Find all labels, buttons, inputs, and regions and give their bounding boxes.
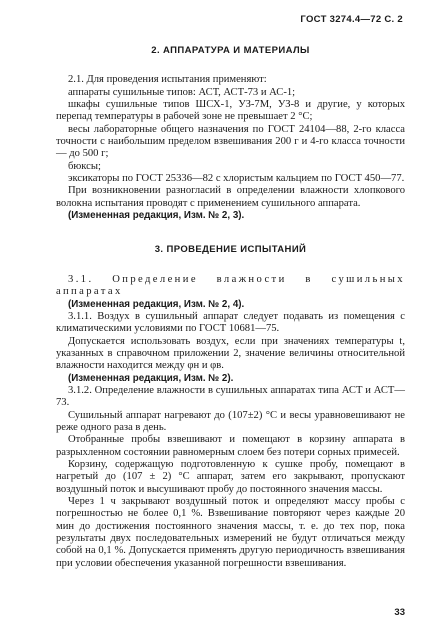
section-2-title: 2. АППАРАТУРА И МАТЕРИАЛЫ: [151, 45, 310, 56]
paragraph-samples: Отобранные пробы взвешивают и помещают в корзину аппарата в разрыхленном состоянии равномерным слоем без потери сорных примесей.: [56, 434, 405, 458]
paragraph-3-1: 3.1. Определение влажности в сушильных аппаратах: [56, 273, 405, 298]
paragraph-scales: весы лабораторные общего назначения по ГОСТ 24104—88, 2-го класса точности с наибольшим пределом взвешивания 200 г и 4-го класса точности — до 500 г;: [56, 123, 405, 160]
section-3-title: 3. ПРОВЕДЕНИЕ ИСПЫТАНИЙ: [154, 244, 307, 256]
paragraph-weighing-repeat: Через 1 ч закрывают воздушный поток и определяют массу пробы с погрешностью не более 0,1 %. Взвешивание повторяют через каждые 20 мин до достижения постоянного значения массы, т. е. до тех пор, пока результаты двух последовательных измерений не будут отличаться между собой на 0,1 %. Допускается применять другую периодичность взвешивания при условии обеспечения указанной погрешности взвешивания.: [56, 496, 405, 569]
paragraph-desiccators: эксикаторы по ГОСТ 25336—82 с хлористым кальцием по ГОСТ 450—77.: [68, 173, 405, 185]
paragraph-disagreements: При возникновении разногласий в определении влажности хлопкового волокна испытания проводят с применением сушильного аппарата.: [56, 185, 405, 209]
page-header: ГОСТ 3274.4—72 С. 2: [300, 14, 403, 25]
paragraph-heating: Сушильный аппарат нагревают до (107±2) °С и весы уравновешивают не реже одного раза в день.: [56, 409, 405, 433]
paragraph-basket: Корзину, содержащую подготовленную к сушке пробу, помещают в нагретый до (107 ± 2) °С аппарат, затем его закрывают, пропускают воздушный поток и высушивают пробу до постоянного значения массы.: [56, 458, 405, 495]
amendment-note: (Измененная редакция, Изм. № 2, 3).: [68, 210, 245, 222]
paragraph-weighing-bottles: бюксы;: [68, 160, 101, 172]
paragraph-3-1-2: 3.1.2. Определение влажности в сушильных аппаратах типа АСТ и АСТ—73.: [56, 384, 405, 409]
amendment-note: (Измененная редакция, Изм. № 2, 4).: [68, 298, 245, 310]
page-number: 33: [394, 607, 405, 618]
amendment-note: (Измененная редакция, Изм. № 2).: [68, 372, 234, 384]
paragraph-cabinets: шкафы сушильные типов ШСХ-1, УЗ-7М, УЗ-8 и другие, у которых перепад температуры в рабочей зоне не превышает 2 °С;: [56, 99, 405, 123]
paragraph-3-1-1: 3.1.1. Воздух в сушильный аппарат следует подавать из помещения с климатическими условиями по ГОСТ 10681—75.: [56, 310, 405, 335]
paragraph-dryers: аппараты сушильные типов: АСТ, АСТ-73 и АС-1;: [68, 86, 296, 98]
paragraph-air-allowed: Допускается использовать воздух, если при значениях температуры t, указанных в справочном приложении 2, значение величины относительной влажности находится между φн и φв.: [56, 335, 405, 372]
paragraph-2-1: 2.1. Для проведения испытания применяют:: [68, 74, 267, 86]
